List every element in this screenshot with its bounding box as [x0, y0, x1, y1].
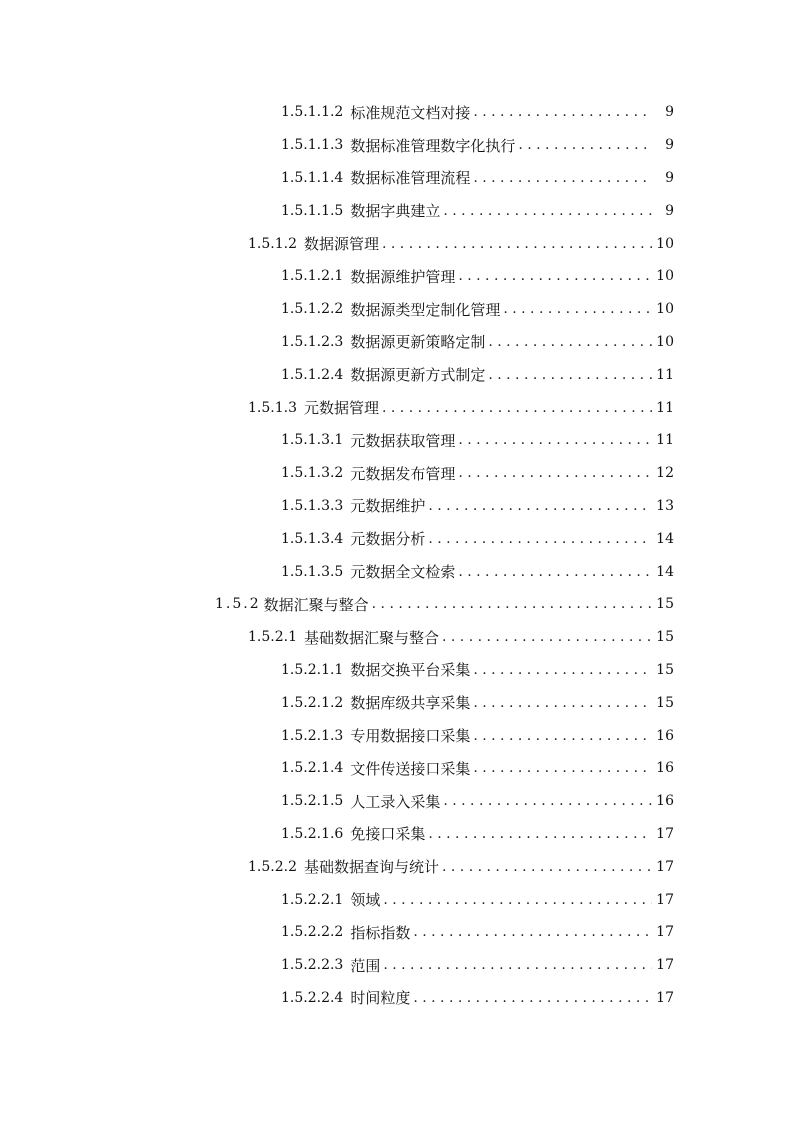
- toc-entry-title: 时间粒度: [350, 989, 411, 1008]
- toc-entry-number: 1.5.2.1.6: [281, 825, 344, 842]
- toc-entry[interactable]: [0, 227, 793, 260]
- toc-entry[interactable]: [0, 982, 793, 1015]
- dot-leader: [458, 433, 652, 447]
- toc-entry-page-number: 14: [656, 563, 674, 580]
- toc-entry-title: 数据字典建立: [350, 202, 441, 221]
- dot-leader: [518, 138, 652, 152]
- toc-entry-number: 1.5.1.3: [248, 399, 297, 416]
- toc-entry-number: 1.5.1.3.3: [281, 497, 344, 514]
- toc-entry-title: 元数据全文检索: [350, 563, 456, 582]
- dot-leader: [413, 925, 652, 939]
- dot-leader: [488, 368, 652, 382]
- toc-entry[interactable]: [0, 490, 793, 523]
- toc-entry-title: 专用数据接口采集: [350, 727, 471, 746]
- toc-entry[interactable]: [0, 850, 793, 883]
- toc-entry[interactable]: [0, 949, 793, 982]
- dot-leader: [382, 237, 652, 251]
- dot-leader: [372, 597, 652, 611]
- toc-entry[interactable]: [0, 358, 793, 391]
- toc-entry-title: 数据源更新策略定制: [350, 333, 486, 352]
- toc-entry-page-number: 10: [656, 301, 674, 318]
- dot-leader: [473, 663, 652, 677]
- dot-leader: [458, 565, 652, 579]
- toc-entry-number: 1.5.2.1.4: [281, 760, 344, 777]
- toc-entry-number: 1.5.2.1.1: [281, 661, 344, 678]
- toc-entry[interactable]: [0, 162, 793, 195]
- toc-entry-page-number: 17: [656, 957, 674, 974]
- dot-leader: [473, 105, 652, 119]
- table-of-contents: [0, 96, 793, 1014]
- dot-leader: [473, 761, 652, 775]
- toc-entry[interactable]: [0, 719, 793, 752]
- toc-entry-number: 1.5.2.1.5: [281, 793, 344, 810]
- toc-entry-title: 人工录入采集: [350, 792, 441, 811]
- toc-entry[interactable]: [0, 555, 793, 588]
- toc-entry-page-number: 12: [656, 465, 674, 482]
- toc-entry-number: 1.5.1.3.2: [281, 465, 344, 482]
- toc-entry-page-number: 9: [665, 137, 674, 154]
- toc-entry-page-number: 17: [656, 989, 674, 1006]
- dot-leader: [458, 466, 652, 480]
- dot-leader: [488, 335, 652, 349]
- toc-entry-page-number: 14: [656, 530, 674, 547]
- toc-entry-number: 1.5.2.1.3: [281, 727, 344, 744]
- dot-leader: [382, 401, 652, 415]
- toc-entry-title: 数据源类型定制化管理: [350, 300, 501, 319]
- toc-entry-number: 1.5.1.2.3: [281, 333, 344, 350]
- dot-leader: [442, 630, 652, 644]
- toc-entry-number: 1.5.2.1.2: [281, 694, 344, 711]
- toc-entry[interactable]: [0, 194, 793, 227]
- dot-leader: [428, 827, 652, 841]
- dot-leader: [503, 302, 652, 316]
- toc-entry-title: 领域: [350, 891, 381, 910]
- toc-entry-title: 元数据获取管理: [350, 431, 456, 450]
- toc-entry-number: 1.5.1.2.2: [281, 301, 344, 318]
- toc-entry-number: 1.5.1.1.5: [281, 202, 344, 219]
- toc-entry-title: 数据标准管理流程: [350, 169, 471, 188]
- dot-leader: [458, 269, 652, 283]
- toc-entry-page-number: 17: [656, 924, 674, 941]
- toc-entry[interactable]: [0, 621, 793, 654]
- toc-entry[interactable]: [0, 326, 793, 359]
- toc-entry[interactable]: [0, 654, 793, 687]
- toc-entry-page-number: 11: [656, 399, 674, 416]
- dot-leader: [383, 893, 652, 907]
- dot-leader: [443, 794, 652, 808]
- toc-entry[interactable]: [0, 96, 793, 129]
- toc-entry-number: 1.5.2.2.4: [281, 989, 344, 1006]
- toc-entry-title: 元数据维护: [350, 497, 426, 516]
- toc-entry-title: 数据汇聚与整合: [263, 595, 369, 614]
- toc-entry-page-number: 17: [656, 891, 674, 908]
- toc-entry-number: 1.5.1.2: [248, 235, 297, 252]
- toc-entry-title: 数据源更新方式制定: [350, 366, 486, 385]
- toc-entry-number: 1.5.1.2.4: [281, 366, 344, 383]
- toc-entry-page-number: 9: [665, 202, 674, 219]
- toc-entry-number: 1.5.1.1.2: [281, 104, 344, 121]
- toc-entry-title: 元数据分析: [350, 530, 426, 549]
- toc-entry[interactable]: [0, 457, 793, 490]
- toc-entry-number: 1.5.2.1: [248, 629, 297, 646]
- toc-entry[interactable]: [0, 916, 793, 949]
- toc-entry-page-number: 16: [656, 793, 674, 810]
- dot-leader: [473, 171, 652, 185]
- toc-entry-title: 数据标准管理数字化执行: [350, 136, 516, 155]
- toc-entry-page-number: 15: [656, 661, 674, 678]
- toc-entry[interactable]: [0, 686, 793, 719]
- toc-entry-title: 文件传送接口采集: [350, 759, 471, 778]
- toc-entry-page-number: 17: [656, 858, 674, 875]
- toc-entry-page-number: 10: [656, 235, 674, 252]
- dot-leader: [443, 204, 652, 218]
- toc-entry-page-number: 11: [656, 366, 674, 383]
- toc-entry-page-number: 15: [656, 694, 674, 711]
- toc-entry-page-number: 9: [665, 169, 674, 186]
- toc-entry-page-number: 17: [656, 825, 674, 842]
- dot-leader: [383, 958, 652, 972]
- toc-entry-number: 1.5.2.2.1: [281, 891, 344, 908]
- dot-leader: [473, 729, 652, 743]
- toc-entry[interactable]: [0, 391, 793, 424]
- toc-entry-number: 1.5.1.1.3: [281, 137, 344, 154]
- toc-entry-title: 基础数据查询与统计: [303, 858, 439, 877]
- toc-entry-page-number: 11: [656, 432, 674, 449]
- toc-entry-page-number: 15: [656, 629, 674, 646]
- toc-entry-number: 1.5.1.1.4: [281, 169, 344, 186]
- dot-leader: [413, 991, 652, 1005]
- toc-entry[interactable]: [0, 818, 793, 851]
- toc-entry-number: 1.5.1.3.5: [281, 563, 344, 580]
- toc-entry[interactable]: [0, 522, 793, 555]
- toc-entry-number: 1.5.2.2.2: [281, 924, 344, 941]
- dot-leader: [442, 860, 652, 874]
- toc-entry-page-number: 10: [656, 333, 674, 350]
- toc-entry-number: 1.5.1.3.4: [281, 530, 344, 547]
- toc-entry-title: 指标指数: [350, 923, 411, 942]
- toc-entry-number: 1.5.1.3.1: [281, 432, 344, 449]
- toc-entry-number: 1.5.2.2.3: [281, 957, 344, 974]
- toc-entry-page-number: 9: [665, 104, 674, 121]
- toc-entry[interactable]: [0, 883, 793, 916]
- dot-leader: [428, 532, 652, 546]
- toc-entry-title: 免接口采集: [350, 825, 426, 844]
- toc-entry-title: 范围: [350, 956, 381, 975]
- toc-entry-page-number: 10: [656, 268, 674, 285]
- toc-entry[interactable]: [0, 785, 793, 818]
- toc-entry-page-number: 16: [656, 760, 674, 777]
- toc-entry[interactable]: [0, 424, 793, 457]
- toc-entry[interactable]: [0, 588, 793, 621]
- toc-entry-title: 元数据发布管理: [350, 464, 456, 483]
- toc-entry-title: 标准规范文档对接: [350, 103, 471, 122]
- toc-entry-page-number: 13: [656, 497, 674, 514]
- toc-entry-title: 元数据管理: [303, 399, 379, 418]
- toc-entry-page-number: 16: [656, 727, 674, 744]
- toc-entry[interactable]: [0, 260, 793, 293]
- toc-entry-page-number: 15: [656, 596, 674, 613]
- dot-leader: [428, 499, 652, 513]
- toc-entry-title: 数据源维护管理: [350, 267, 456, 286]
- toc-entry-number: 1.5.1.2.1: [281, 268, 344, 285]
- toc-entry-title: 数据源管理: [303, 235, 379, 254]
- toc-entry-title: 基础数据汇聚与整合: [303, 628, 439, 647]
- toc-entry-title: 数据交换平台采集: [350, 661, 471, 680]
- toc-entry[interactable]: [0, 293, 793, 326]
- toc-entry[interactable]: [0, 752, 793, 785]
- toc-entry-number: 1.5.2.2: [248, 858, 297, 875]
- toc-entry[interactable]: [0, 129, 793, 162]
- dot-leader: [473, 696, 652, 710]
- toc-entry-number: 1.5.2: [215, 596, 261, 613]
- toc-entry-title: 数据库级共享采集: [350, 694, 471, 713]
